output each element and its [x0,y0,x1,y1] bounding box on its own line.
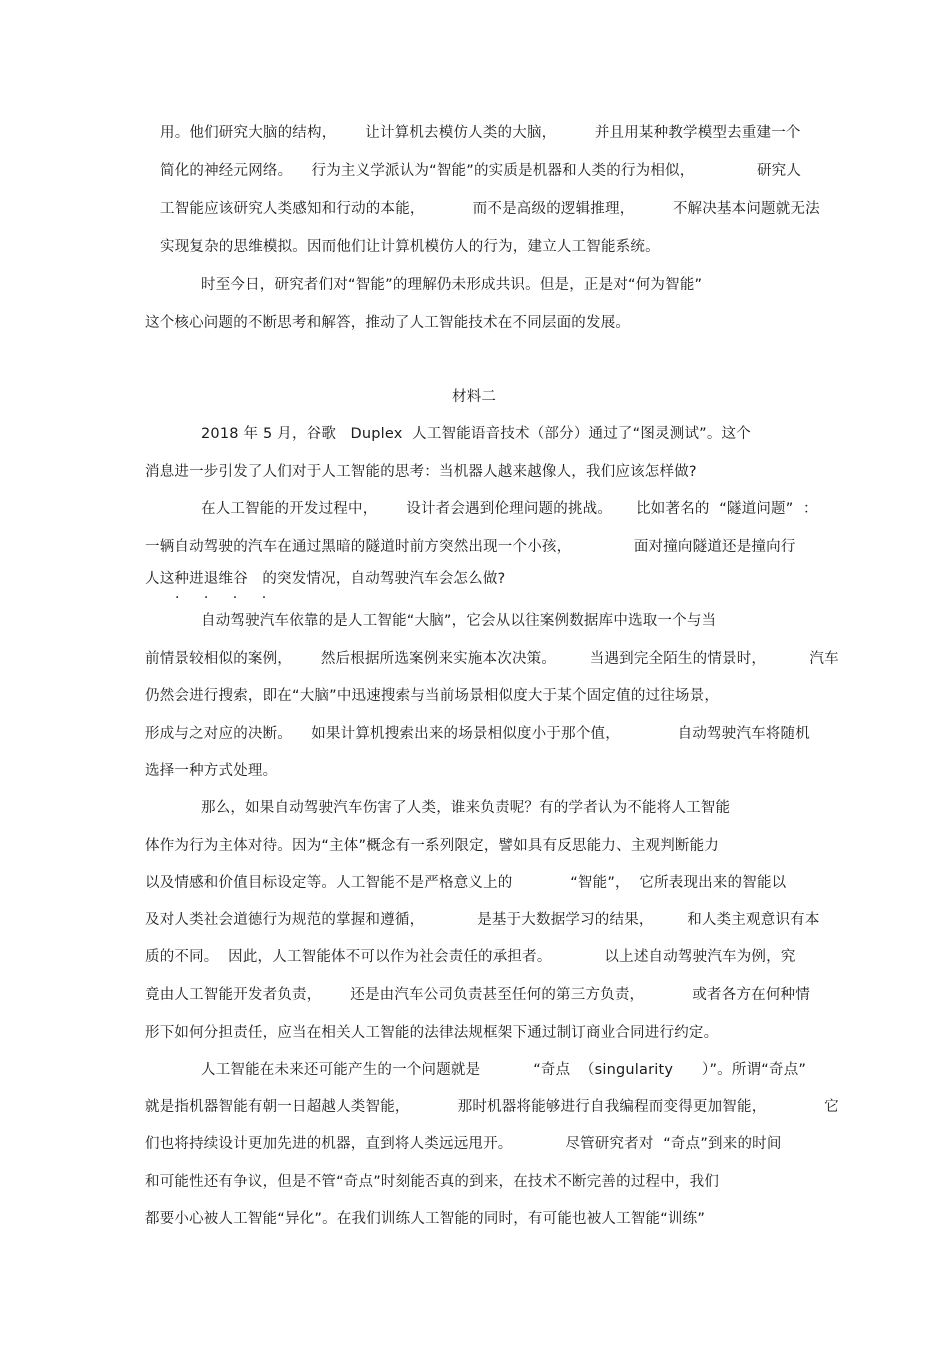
para7-line4: 和可能性还有争议，但是不管“奇点”时刻能否真的到来，在技术不断完善的过程中，我们 [145,1174,720,1190]
para1-line4: 实现复杂的思维模拟。因而他们让计算机模仿人的行为，建立人工智能系统。 [160,239,660,255]
para4-line3: 人这种进退维谷 的突发情况，自动驾驶汽车会怎么做? [145,571,506,587]
para5-line4: 形成与之对应的决断。 如果计算机搜索出来的场景相似度小于那个值， 自动驾驶汽车将随机 [145,726,810,742]
section-heading: 材料二 [452,389,497,405]
para7-line2: 就是指机器智能有朝一日超越人类智能， 那时机器将能够进行自我编程而变得更加智能， 它 [145,1099,839,1115]
para7-line5: 都要小心被人工智能“异化”。在我们训练人工智能的同时，有可能也被人工智能“训练” [145,1211,706,1227]
para3-line1: 2018 年 5 月，谷歌 Duplex 人工智能语音技术（部分）通过了“图灵测试”。这个 [201,426,751,442]
para2-line2: 这个核心问题的不断思考和解答，推动了人工智能技术在不同层面的发展。 [145,315,631,331]
para6-line3: 以及情感和价值目标设定等。人工智能不是严格意义上的 “智能”， 它所表现出来的智能以 [145,875,787,891]
para6-line4: 及对人类社会道德行为规范的掌握和遵循， 是基于大数据学习的结果， 和人类主观意识有本 [145,912,820,928]
para6-line6: 竟由人工智能开发者负责， 还是由汽车公司负责甚至任何的第三方负责， 或者各方在何种情 [145,987,810,1003]
para4-line2: 一辆自动驾驶的汽车在通过黑暗的隧道时前方突然出现一个小孩， 面对撞向隧道还是撞向行 [145,539,796,555]
para5-line1: 自动驾驶汽车依靠的是人工智能“大脑”，它会从以往案例数据库中选取一个与当 [201,613,717,629]
para1-line1: 用。他们研究大脑的结构， 让计算机去模仿人类的大脑， 并且用某种教学模型去重建一个 [160,125,801,141]
para7-line1: 人工智能在未来还可能产生的一个问题就是 “奇点 （singularity ）”。所谓“奇点” [201,1062,807,1078]
para3-line2: 消息进一步引发了人们对于人工智能的思考：当机器人越来越像人，我们应该怎样做? [145,464,697,480]
para6-line7: 形下如何分担责任，应当在相关人工智能的法律法规框架下通过制订商业合同进行约定。 [145,1025,719,1041]
emphasis-dots: · · · · [175,590,277,606]
para2-line1: 时至今日，研究者们对“智能”的理解仍未形成共识。但是，正是对“何为智能” [201,277,703,293]
para6-line1: 那么，如果自动驾驶汽车伤害了人类，谁来负责呢？有的学者认为不能将人工智能 [201,800,731,816]
para1-line3: 工智能应该研究人类感知和行动的本能， 而不是高级的逻辑推理， 不解决基本问题就无法 [160,201,820,217]
para6-line2: 体作为行为主体对待。因为“主体”概念有一系列限定，譬如具有反思能力、主观判断能力 [145,838,720,854]
para5-line5: 选择一种方式处理。 [145,763,278,779]
para4-line1: 在人工智能的开发过程中， 设计者会遇到伦理问题的挑战。 比如著名的 “隧道问题” ： [201,501,818,517]
para1-line2: 简化的神经元网络。 行为主义学派认为“智能”的实质是机器和人类的行为相似， 研究人 [160,163,802,179]
para7-line3: 们也将持续设计更加先进的机器，直到将人类远远甩开。 尽管研究者对 “奇点”到来的时间 [145,1136,782,1152]
para5-line3: 仍然会进行搜索，即在“大脑”中迅速搜索与当前场景相似度大于某个固定值的过往场景， [145,688,720,704]
para5-line2: 前情景较相似的案例， 然后根据所选案例来实施本次决策。 当遇到完全陌生的情景时， 汽车 [145,651,839,667]
para6-line5: 质的不同。 因此，人工智能体不可以作为社会责任的承担者。 以上述自动驾驶汽车为例，究 [145,949,796,965]
